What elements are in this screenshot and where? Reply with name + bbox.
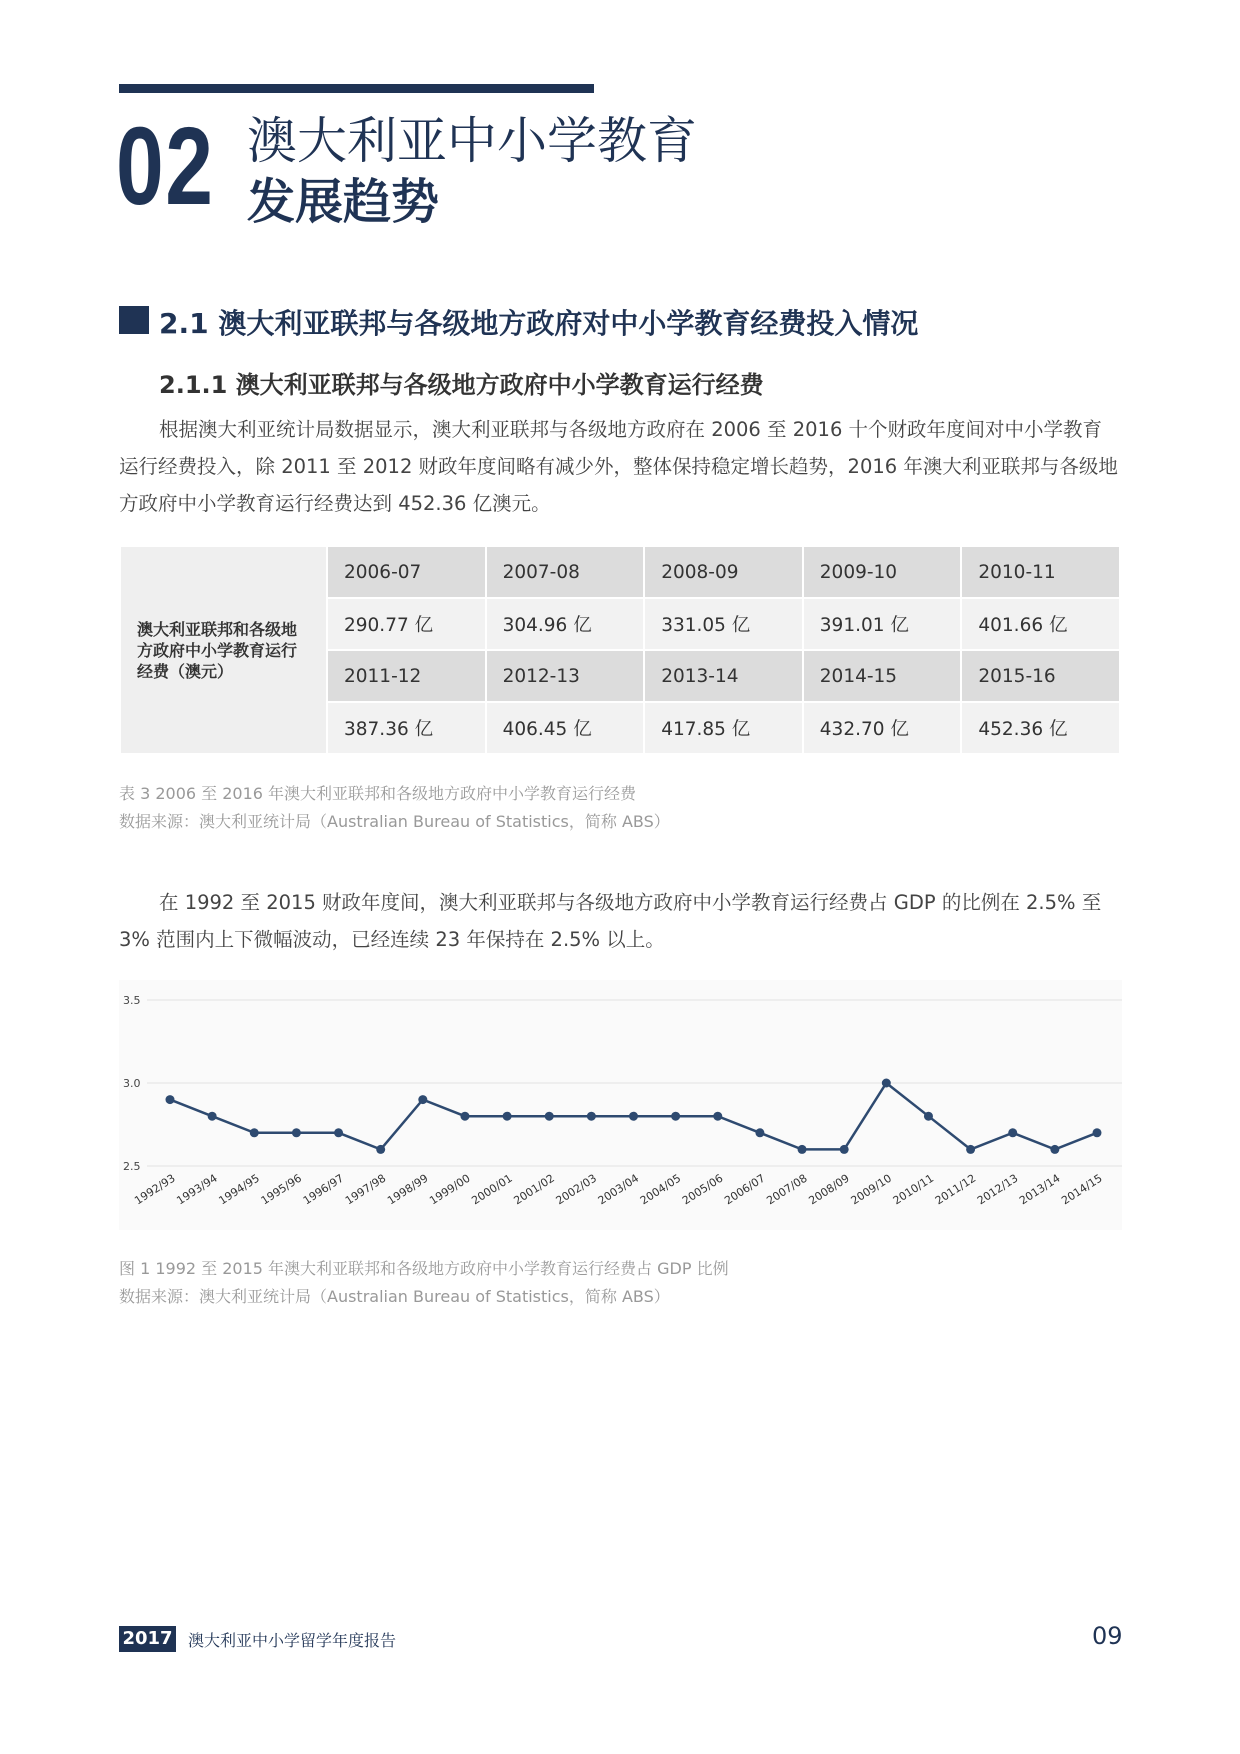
x-tick-label: 2003/04 [595,1171,642,1208]
table-cell-value: 401.66 亿 [961,598,1120,650]
x-tick-label: 1994/95 [216,1171,262,1208]
data-point [713,1112,722,1121]
table-cell-value: 391.01 亿 [803,598,962,650]
table-cell-value: 331.05 亿 [644,598,803,650]
data-point [629,1112,638,1121]
data-point [250,1128,259,1137]
table-cell-value: 452.36 亿 [961,702,1120,754]
x-tick-label: 2004/05 [637,1171,684,1208]
body-paragraph-1: 根据澳大利亚统计局数据显示，澳大利亚联邦与各级地方政府在 2006 至 2016 十个财政年度间对中小学教育运行经费投入，除 2011 至 2012 财政年度间略有减少外，整体保持稳定增长趋势，2016 年澳大利亚联邦与各级地方政府中小学教育运行经费达到 452.36 亿澳元。 [119,418,1118,515]
subsection-title: 2.1.1 澳大利亚联邦与各级地方政府中小学教育运行经费 [159,371,764,399]
data-point [840,1145,849,1154]
data-point [503,1112,512,1121]
y-tick-label: 2.5 [123,1160,141,1173]
table-cell-year: 2006-07 [327,546,486,598]
x-tick-label: 2006/07 [722,1171,768,1208]
table-cell-year: 2008-09 [644,546,803,598]
top-accent-bar [119,84,594,93]
x-tick-label: 2008/09 [806,1171,852,1208]
y-tick-label: 3.5 [123,994,141,1007]
table-cell-year: 2012-13 [486,650,645,702]
table-cell-value: 304.96 亿 [486,598,645,650]
chapter-title-line1: 澳大利亚中小学教育 [247,112,697,170]
x-tick-label: 2009/10 [848,1171,894,1208]
table-cell-year: 2011-12 [327,650,486,702]
table-caption: 表 3 2006 至 2016 年澳大利亚联邦和各级地方政府中小学教育运行经费 [119,784,637,803]
table-cell-value: 406.45 亿 [486,702,645,754]
x-tick-label: 1996/97 [300,1171,347,1208]
x-tick-label: 2013/14 [1017,1171,1063,1208]
x-tick-label: 2007/08 [764,1171,810,1208]
table-cell-year: 2014-15 [803,650,962,702]
data-point [1050,1145,1059,1154]
x-tick-label: 2002/03 [553,1171,599,1208]
data-point [292,1128,301,1137]
data-point [166,1095,175,1104]
table-cell-year: 2010-11 [961,546,1120,598]
footer-year-badge: 2017 [119,1626,176,1652]
table-cell-value: 432.70 亿 [803,702,962,754]
chapter-title-line2: 发展趋势 [247,174,440,230]
data-point [418,1095,427,1104]
table-source: 数据来源：澳大利亚统计局（Australian Bureau of Statistics，简称 ABS） [119,812,670,831]
table-row [120,546,1120,598]
data-point [1093,1128,1102,1137]
data-point [924,1112,933,1121]
x-tick-label: 2011/12 [932,1171,979,1208]
x-tick-label: 1998/99 [385,1171,431,1208]
x-tick-label: 1997/98 [342,1171,389,1208]
data-point [334,1128,343,1137]
page-number: 09 [1092,1622,1123,1650]
data-point [798,1145,807,1154]
chart-caption: 图 1 1992 至 2015 年澳大利亚联邦和各级地方政府中小学教育运行经费占 GDP 比例 [119,1259,729,1278]
table-cell-value: 290.77 亿 [327,598,486,650]
data-point [671,1112,680,1121]
chapter-number: 02 [116,105,215,228]
section-title: 2.1 澳大利亚联邦与各级地方政府对中小学教育经费投入情况 [159,307,919,340]
x-tick-label: 1999/00 [427,1171,473,1208]
x-tick-label: 1993/94 [174,1171,220,1208]
x-tick-label: 2005/06 [679,1171,726,1208]
table-cell-year: 2015-16 [961,650,1120,702]
x-tick-label: 1995/96 [258,1171,305,1208]
table-row-header: 澳大利亚联邦和各级地方政府中小学教育运行经费（澳元） [120,546,327,754]
data-point [208,1112,217,1121]
data-point [587,1112,596,1121]
funding-table [119,545,1121,755]
table-cell-value: 417.85 亿 [644,702,803,754]
chart-source: 数据来源：澳大利亚统计局（Australian Bureau of Statistics，简称 ABS） [119,1287,670,1306]
x-tick-label: 2010/11 [890,1171,937,1208]
x-tick-label: 1992/93 [132,1171,178,1208]
table-cell-year: 2009-10 [803,546,962,598]
gdp-ratio-line-chart [119,980,1122,1230]
x-tick-label: 2000/01 [469,1171,515,1208]
y-tick-label: 3.0 [123,1077,141,1090]
data-point [376,1145,385,1154]
body-paragraph-2: 在 1992 至 2015 财政年度间，澳大利亚联邦与各级地方政府中小学教育运行经费占 GDP 的比例在 2.5% 至 3% 范围内上下微幅波动，已经连续 23 年保持在 2.5% 以上。 [119,891,1102,951]
data-point [966,1145,975,1154]
table-cell-value: 387.36 亿 [327,702,486,754]
x-tick-label: 2001/02 [511,1171,557,1208]
footer-report-title: 澳大利亚中小学留学年度报告 [188,1631,397,1650]
data-point [460,1112,469,1121]
data-point [545,1112,554,1121]
table-cell-year: 2013-14 [644,650,803,702]
x-tick-label: 2012/13 [974,1171,1021,1208]
section-marker-square [119,306,149,334]
x-tick-label: 2014/15 [1059,1171,1105,1208]
data-point [755,1128,764,1137]
data-point [1008,1128,1017,1137]
data-point [882,1079,891,1088]
table-cell-year: 2007-08 [486,546,645,598]
